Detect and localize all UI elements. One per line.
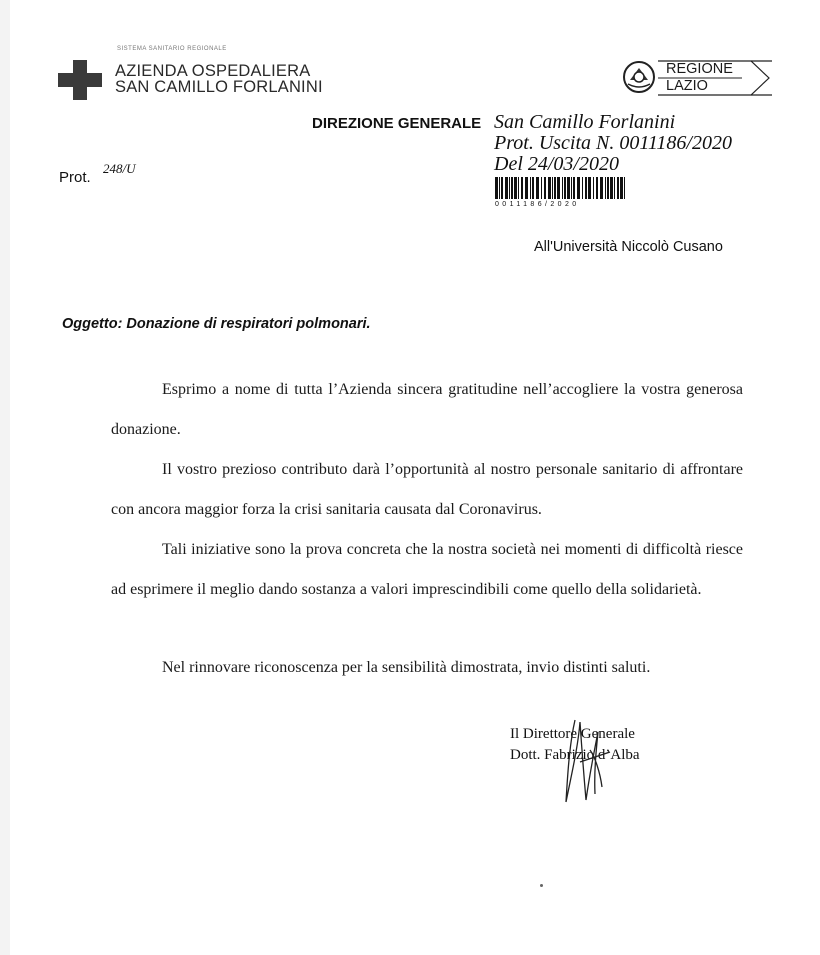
sistema-label: SISTEMA SANITARIO REGIONALE — [117, 46, 227, 52]
handwritten-signature — [550, 712, 630, 812]
recipient: All'Università Niccolò Cusano — [534, 239, 723, 255]
protocol-label: Prot. — [59, 169, 91, 186]
stray-mark — [540, 884, 543, 887]
subject-line: Oggetto: Donazione di respiratori polmonari. — [62, 316, 371, 332]
direzione-generale-heading: DIREZIONE GENERALE — [312, 115, 482, 132]
stamp-line-1: San Camillo Forlanini — [494, 111, 676, 133]
regione-label: REGIONE — [666, 61, 733, 77]
stamp-line-2: Prot. Uscita N. 0011186/2020 — [494, 132, 732, 154]
barcode-icon — [495, 177, 627, 199]
signatory-title: Il Direttore Generale — [510, 726, 635, 742]
barcode-number: 0011186/2020 — [495, 201, 580, 208]
signatory-name: Dott. Fabrizio d’Alba — [510, 747, 640, 763]
body-paragraph-4: Nel rinnovare riconoscenza per la sensibilità dimostrata, invio distinti saluti. — [162, 659, 651, 676]
cross-logo-icon — [58, 60, 102, 100]
azienda-name-line2: SAN CAMILLO FORLANINI — [115, 78, 323, 96]
body-paragraph-3: Tali iniziative sono la prova concreta che la nostra società nei momenti di difficoltà riesce ad esprimere il meglio dando sostanza a valori imprescindibili come quello della solidarietà. — [111, 541, 743, 598]
body-paragraph-1: Esprimo a nome di tutta l’Azienda sincera gratitudine nell’accogliere la vostra generosa donazione. — [111, 381, 743, 438]
lazio-label: LAZIO — [666, 78, 708, 94]
azienda-name-line1: AZIENDA OSPEDALIERA — [115, 62, 311, 80]
body-paragraph-2: Il vostro prezioso contributo darà l’opportunità al nostro personale sanitario di affrontare con ancora maggior forza la crisi sanitaria causata dal Coronavirus. — [111, 461, 743, 518]
regione-emblem-icon — [622, 60, 656, 94]
stamp-line-3: Del 24/03/2020 — [494, 153, 619, 175]
letter-page — [10, 0, 820, 955]
protocol-number: 248/U — [103, 161, 136, 176]
